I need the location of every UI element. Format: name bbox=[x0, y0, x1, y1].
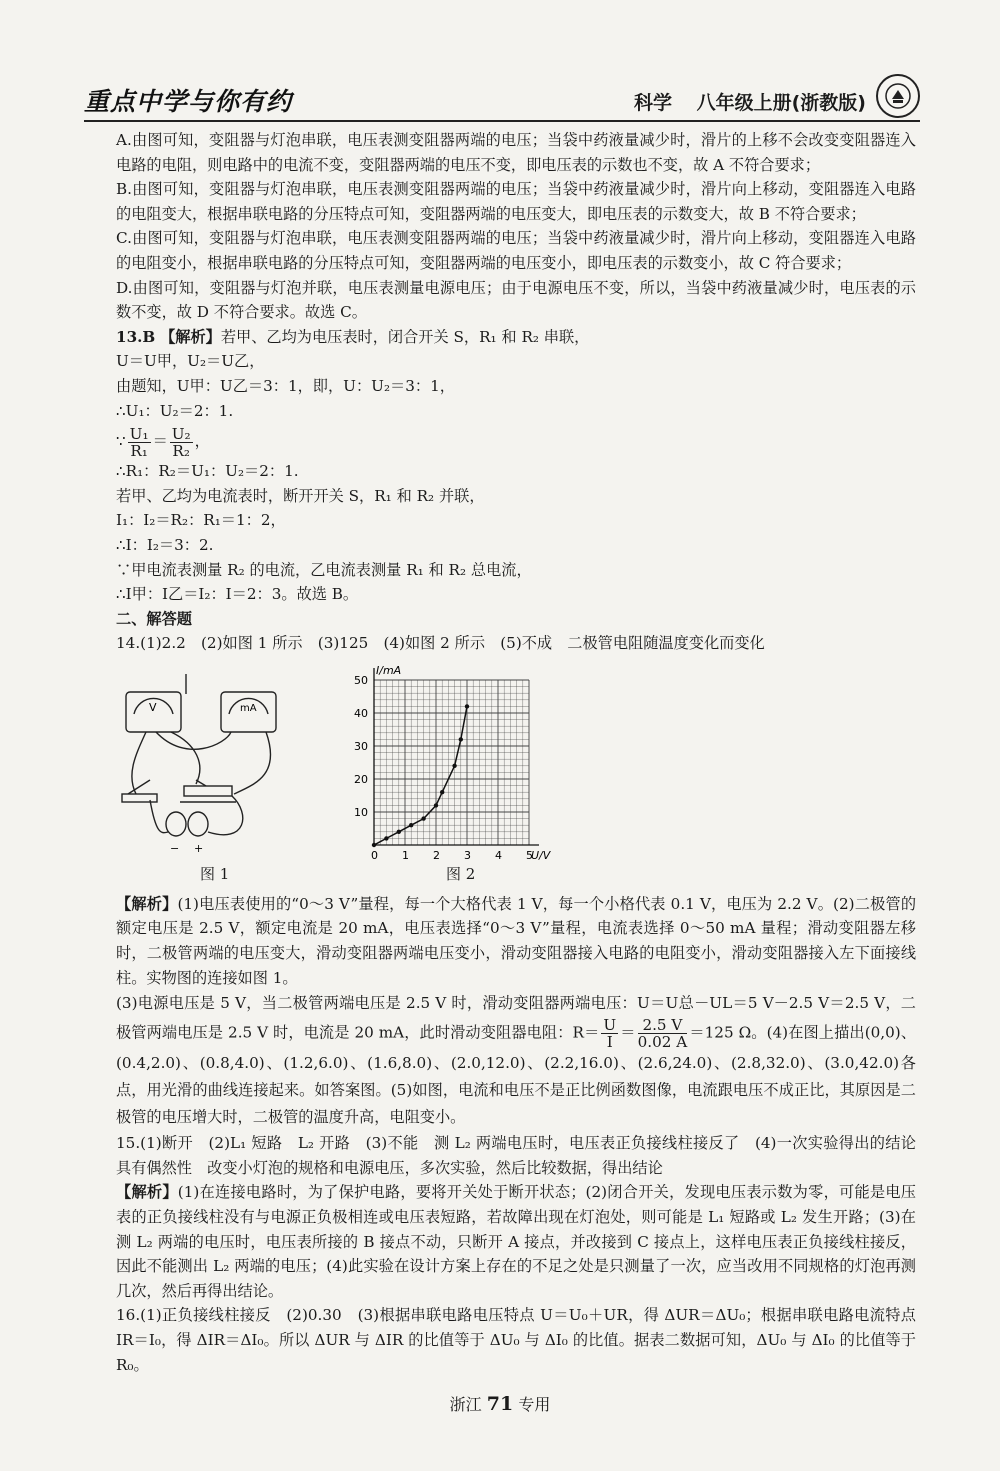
y-tick-label: 30 bbox=[354, 739, 368, 753]
data-point bbox=[421, 816, 425, 820]
equals-sign: ＝ bbox=[152, 432, 168, 451]
subject-label: 科学 bbox=[633, 92, 672, 114]
y-tick-label: 50 bbox=[354, 673, 368, 687]
battery-1 bbox=[166, 812, 186, 836]
fraction-values bbox=[638, 1017, 688, 1050]
q14-analysis-tag: 【解析】 bbox=[116, 894, 178, 913]
battery-2 bbox=[188, 812, 208, 836]
voltmeter-label: V bbox=[149, 700, 157, 714]
q13-line1: 若甲、乙均为电压表时，闭合开关 S，R₁ 和 R₂ 串联， bbox=[220, 327, 590, 346]
page-header bbox=[84, 80, 920, 122]
q13-line4: ∴U₁：U₂＝2：1. bbox=[116, 401, 234, 420]
content-body bbox=[116, 128, 916, 1377]
subject-title bbox=[616, 88, 866, 115]
q16-answer: 16.(1)正负接线柱接反 (2)0.30 (3)根据串联电路电压特点 U＝U₀＋UR，得 ΔUR＝ΔU₀；根据串联电路电流特点 IR＝I₀，得 ΔIR＝ΔI₀。所以 ΔUR 与 ΔIR 的比值等于 ΔU₀ 与 ΔI₀ 的比值。据表二数据可知，ΔU₀ 与 ΔI₀ 的比值等于 R₀。 bbox=[116, 1306, 916, 1374]
fraction-u2-r2 bbox=[170, 426, 193, 459]
comma: ， bbox=[194, 432, 210, 451]
fraction-u-i bbox=[601, 1017, 618, 1050]
q14-analysis-p1 bbox=[116, 892, 916, 990]
rheostat-rail bbox=[180, 780, 236, 802]
x-tick-label: 2 bbox=[433, 848, 440, 862]
q13-analysis-tag: 【解析】 bbox=[160, 327, 221, 346]
q15-answer: 15.(1)断开 (2)L₁ 短路 L₂ 开路 (3)不能 测 L₂ 两端电压时，电压表正负接线柱接反了 (4)一次实验得出的结论具有偶然性 改变小灯泡的规格和电源电压，多次实验，然后比较数据，得出结论 bbox=[116, 1134, 916, 1177]
wire bbox=[150, 800, 168, 833]
q12-option-a: A.由图可知，变阻器与灯泡串联，电压表测变阻器两端的电压；当袋中药液量减少时，滑片的上移不会改变变阻器连入电路的电阻，则电路中的电流不变，变阻器两端的电压不变，即电压表的示数也不变，故 A 不符合要求； bbox=[116, 131, 916, 174]
page-footer bbox=[0, 1392, 1000, 1415]
q14-analysis-p2a: (3)电源电压是 5 V，当二极管两端电压是 2.5 V 时，滑动变阻器两端电压：U＝U总－UL＝5 V－2.5 V＝2.5 V，二极管两端电压是 2.5 V 时，电流是 20 mA，此时滑动变阻器电阻：R＝ bbox=[116, 994, 916, 1042]
grade-label: 八年级上册(浙教版) bbox=[696, 92, 866, 114]
fraction-num: U₂ bbox=[171, 424, 191, 443]
footer-region: 浙江 bbox=[449, 1395, 482, 1414]
q13-line5 bbox=[116, 423, 916, 459]
x-tick-label: 0 bbox=[371, 848, 378, 862]
section-title: 二、解答题 bbox=[116, 609, 192, 628]
q12-option-c: C.由图可知，变阻器与灯泡串联，电压表测变阻器两端的电压；当袋中药液量减少时，滑片向上移动，变阻器连入电路的电阻变小，根据串联电路的分压特点可知，变阻器两端的电压变小，即电压表的示数变小，故 C 符合要求； bbox=[116, 229, 916, 272]
data-point bbox=[384, 836, 388, 840]
equals-sign: ＝ bbox=[620, 1023, 636, 1042]
q15-analysis-text: (1)在连接电路时，为了保护电路，要将开关处于断开状态；(2)闭合开关，发现电压表示数为零，可能是电压表的正负接线柱没有与电源正负极相连或电压表短路，若故障出现在灯泡处，则可能是 L₁ 短路或 L₂ 发生开路；(3)在测 L₂ 两端的电压时，电压表所接的 B 接点不动，只断开 A 接点，并改接到 C 接点上，这样电压表正负接线柱接反，因此不能测出 L₂ 两端的电压；(4)此实验在设计方案上存在的不足之处是只测量了一次，应当改用不同规格的灯泡再测几次，然后再得出结论。 bbox=[116, 1183, 916, 1300]
data-point bbox=[409, 823, 413, 827]
wire bbox=[171, 732, 200, 784]
data-point bbox=[465, 704, 469, 708]
data-point bbox=[397, 829, 401, 833]
minus-label: − bbox=[170, 841, 180, 855]
switch-blade bbox=[128, 780, 150, 794]
rheostat-coil bbox=[184, 786, 232, 796]
q12-option-d: D.由图可知，变阻器与灯泡并联，电压表测量电源电压；由于电源电压不变，所以，当袋中药液量减少时，电压表的示数不变，故 D 不符合要求。故选 C。 bbox=[116, 278, 916, 322]
x-tick-label: 3 bbox=[464, 848, 471, 862]
q13-line10: ∵甲电流表测量 R₂ 的电流，乙电流表测量 R₁ 和 R₂ 总电流， bbox=[116, 560, 532, 579]
q15-analysis-tag: 【解析】 bbox=[116, 1183, 178, 1202]
circuit-diagram bbox=[116, 684, 286, 854]
q15-analysis bbox=[116, 1180, 916, 1303]
q14-analysis-p2 bbox=[116, 990, 916, 1131]
q14-analysis-p2b: ＝125 Ω。(4)在图上描出(0,0)、(0.4,2.0)、(0.8,4.0)、(1.2,6.0)、(1.6,8.0)、(2.0,12.0)、(2.2,16.0)、(2.6,24.0)、(2.8,32.0)、(3.0,42.0)各点，用光滑的曲线连接起来。如答案图。(5)如图，电流和电压不是正比例函数图像，电流跟电压不成正比，其原因是二极管的电压增大时，二极管的温度升高，电阻变小。 bbox=[116, 1023, 917, 1127]
wire bbox=[234, 732, 271, 794]
x-axis-label: U/V bbox=[531, 848, 551, 862]
iv-chart bbox=[336, 660, 551, 862]
plus-label: + bbox=[194, 841, 204, 855]
seal-logo-icon bbox=[876, 74, 920, 118]
x-tick-label: 4 bbox=[495, 848, 502, 862]
fraction-u1-r1 bbox=[128, 426, 151, 459]
brand-title: 重点中学与你有约 bbox=[84, 87, 293, 116]
wire bbox=[156, 732, 231, 749]
fraction-num: U₁ bbox=[129, 424, 149, 443]
fraction-num: 2.5 V bbox=[638, 1017, 688, 1034]
page-number: 71 bbox=[486, 1393, 514, 1415]
q13-answer: 13.B bbox=[116, 327, 156, 346]
x-tick-label: 5 bbox=[526, 848, 533, 862]
q14-figures bbox=[116, 656, 916, 892]
series-line bbox=[374, 706, 467, 845]
q13-because: ∵ bbox=[116, 432, 126, 451]
figure2-caption: 图 2 bbox=[446, 864, 476, 883]
q12-option-b: B.由图可知，变阻器与灯泡串联，电压表测变阻器两端的电压；当袋中药液量减少时，滑片向上移动，变阻器连入电路的电阻变大，根据串联电路的分压特点可知，变阻器两端的电压变大，即电压表的示数变大，故 B 不符合要求； bbox=[116, 180, 916, 223]
switch-base bbox=[122, 794, 157, 802]
q13-line9: ∴I：I₂＝3：2. bbox=[116, 535, 214, 554]
q13-line7: 若甲、乙均为电流表时，断开开关 S，R₁ 和 R₂ 并联， bbox=[116, 486, 485, 505]
q14-answer: 14.(1)2.2 (2)如图 1 所示 (3)125 (4)如图 2 所示 (5)不成 二极管电阻随温度变化而变化 bbox=[116, 634, 765, 653]
q13-header bbox=[116, 325, 916, 350]
q13-line3: 由题知，U甲：U乙＝3：1，即，U：U₂＝3：1， bbox=[116, 376, 455, 395]
figure1-caption: 图 1 bbox=[200, 864, 230, 883]
fraction-den: R₂ bbox=[172, 441, 190, 460]
x-tick-label: 1 bbox=[402, 848, 409, 862]
fraction-den: 0.02 A bbox=[637, 1033, 688, 1052]
data-point bbox=[459, 737, 463, 741]
fraction-num: U bbox=[603, 1016, 617, 1035]
q13-line6: ∴R₁：R₂＝U₁：U₂＝2：1. bbox=[116, 462, 299, 481]
fraction-den: I bbox=[606, 1033, 613, 1052]
data-point bbox=[434, 803, 438, 807]
ammeter-label: mA bbox=[240, 702, 257, 714]
fraction-den: R₁ bbox=[130, 441, 148, 460]
q13-line8: I₁：I₂＝R₂：R₁＝1：2， bbox=[116, 511, 286, 530]
data-point bbox=[372, 843, 376, 847]
q13-line2: U＝U甲，U₂＝U乙， bbox=[116, 352, 265, 371]
q13-line11: ∴I甲：I乙＝I₂：I＝2：3。故选 B。 bbox=[116, 585, 359, 604]
data-point bbox=[452, 763, 456, 767]
data-point bbox=[440, 790, 444, 794]
y-tick-label: 20 bbox=[354, 772, 368, 786]
footer-suffix: 专用 bbox=[518, 1395, 551, 1414]
y-tick-label: 10 bbox=[354, 805, 368, 819]
y-tick-label: 40 bbox=[354, 706, 368, 720]
q14-analysis-text: (1)电压表使用的“0～3 V”量程，每一个大格代表 1 V，每一个小格代表 0.1 V，电压为 2.2 V。(2)二极管的额定电压是 2.5 V，额定电流是 20 mA，电压表选择“0～3 V”量程，电流表选择 0～50 mA 量程；滑动变阻器左移时，二极管两端的电压变大，滑动变阻器两端电压变小，滑动变阻器接入电路的电阻变小，滑动变阻器接入左下面接线柱。实物图的连接如图 1。 bbox=[116, 894, 917, 987]
y-axis-label: I/mA bbox=[376, 663, 402, 677]
